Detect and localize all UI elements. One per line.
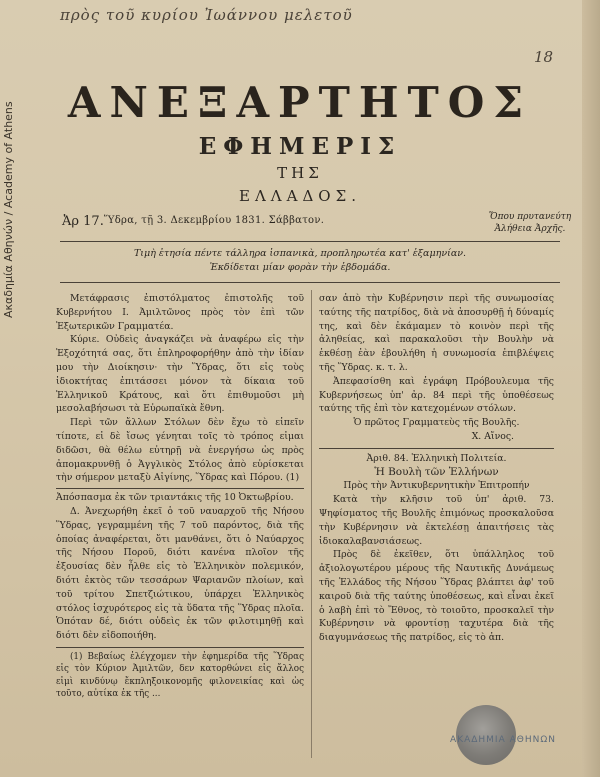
paragraph: Περὶ τῶν ἄλλων Στόλων δὲν ἔχω τὸ εἰπεῖν τίποτε, εἰ δὲ ἴσως γένηται τοῖς τὸ τρόπος εἰμαι διδῶσι, θὰ θέλω εὐτηρῇ νὰ ἐνεργήσω ὡς πρὸς ἀπομακρυνθῇ ὁ Ἀγγλικὸς Στόλος ἀπὸ εὑρίσκεται τὴν σήμερον μεταξὺ Αἰγίνης, Ὕδρας καὶ Πόρου. (1) [56,417,304,484]
right-column [319,292,554,645]
document-heading: Ἡ Βουλὴ τῶν Ἑλλήνων [374,465,499,478]
price-line-1: Τιμὴ ἐτησία πέντε τάλληρα ἰσπανικὰ, προπληρωτέα κατ' ἑξαμηνίαν. [133,248,467,259]
masthead-article: ΤΗΣ [277,164,323,182]
header-rule-bottom [60,282,560,283]
page-edge [582,0,600,777]
paragraph: Δ. Ἀνεχωρήθη ἐκεῖ ὁ τοῦ ναυαρχοῦ τῆς Νήσου Ὕδρας, γεγραμμένη τῆς 7 τοῦ παρόντος, διὰ τῆς ὁποίας ἀναφέρεται, ὅτι μανθάνει, ὅτι ὁ Ναύαρχος τῆς Νήσου Ποροῦ, διότι κανένα πλοῖον τῆς ἐξουσίας δὲν ἦλθε εἰς τὸ Ἑλληνικὸν πολεμικόν, διότι ἐκτὸς τῶν τεσσάρων Ψαριανῶν πλοίων, καὶ τοῦ τρίτου Σπετζιώτικου, ὑπάρχει Ἑλληνικὸς στόλος ἰσχυρότερος εἰς τὰ ὕδατα τῆς Ὕδρας πλοῖα. Ὁπόταν δέ, διότι οὐδεὶς ἐκ τῶν φιλοτιμηθῇ καὶ διότι δὲν εἰδοποιήθη. [56,505,304,642]
section-heading: Ἀπόσπασμα ἐκ τῶν τριαντάκις τῆς 10 Ὀκτωβρίου. [56,492,294,504]
signature-name: Χ. Αἴνος. [471,430,514,442]
price-line-2: Ἐκδίδεται μίαν φορὰν τὴν ἑβδομάδα. [209,262,391,273]
issue-number: Ἀρ 17. [62,214,104,229]
handwritten-number: 18 [534,48,554,66]
issue-motto: Ὅπου πρυτανεύτη Ἀλήθεια Ἀρχῆς. [488,212,572,234]
section-rule [319,448,554,449]
signature-title: Ὁ πρῶτος Γραμματεὺς τῆς Βουλῆς. [353,417,520,429]
section-rule [56,488,304,489]
paragraph: Κύριε. Οὐδεὶς ἀναγκάζει νὰ ἀναφέρω εἰς τὴν Ἐξοχότητά σας, ὅτι ἐπληροφορήθην ἀπὸ τὴν ἰδίαν μου τὴν Διοίκησιν· τὴν Ὕδρας, ὅτι εἰς τοὺς ἰδιοκτήτας ἐπιτάσσει μόνον τὰ δίκαια τοῦ Ἑλληνικοῦ Κράτους, καὶ ὅτι ἐπιθυμοῦσι μὴ μεσολαβήσωσι τὰ Εὐρωπαϊκὰ ἔθνη. [56,334,304,415]
header-rule [60,241,560,242]
document-heading: Πρὸς τὴν Ἀντικυβερνητικὴν Ἐπιτροπήν [343,480,530,492]
paragraph: Ἀπεφασίσθη καὶ ἐγράφη Πρόβουλευμα τῆς Κυβερνήσεως ὑπ' ἀρ. 84 περὶ τῆς ὑποθέσεως ταύτης τῆς ἐπὶ τὸν κατεχομένων στόλων. [319,375,554,415]
handwritten-note: πρὸς τοῦ κυρίου Ἰωάννου μελετοῦ [60,6,353,24]
masthead-country: ΕΛΛΑΔΟΣ. [239,187,361,205]
left-column [56,292,304,701]
library-stamp-text: ΑΚΑΔΗΜΙΑ ΑΘΗΝΩΝ [450,735,556,745]
masthead-title: ΑΝΕΞΑΡΤΗΤΟΣ [67,78,533,127]
paragraph: σαν ἀπὸ τὴν Κυβέρνησιν περὶ τῆς συνωμοσίας ταύτης τῆς πατρίδος, διὰ νὰ ἀποσυρθῇ ἡ δύναμίς της, καὶ δὲν ἐκάμαμεν τὸ κοινὸν περὶ τῆς ἀληθείας, καὶ παρακαλοῦσι τὴν Βουλὴν νὰ ἐκθέσῃ ἐὰν ἐβουλήθη ἡ συνωμοσία ἐπιβλέψεις τῆς Ὕδρας. κ. τ. λ. [319,293,554,373]
document-heading: Ἀριθ. 84. Ἑλληνικὴ Πολιτεία. [366,452,507,464]
paragraph: Μετάφρασις ἐπιστόλματος ἐπιστολῆς τοῦ Κυβερνήτου Ι. Ἀμιλτῶνος πρὸς τὸν ἐπὶ τῶν Ἐξωτερικῶν Γραμματέα. [56,293,304,332]
issue-date: Ὕδρα, τῇ 3. Δεκεμβρίου 1831. Σάββατον. [104,215,325,226]
paragraph: Πρὸς δὲ ἐκεῖθεν, ὅτι ὑπάλληλος τοῦ ἀξιολογωτέρου μέρους τῆς Ναυτικῆς Δυνάμεως τῆς Ἑλλάδος τῆς Νήσου Ὕδρας βλάπτει ἀφ' τοῦ καιροῦ διὰ τῆς ταύτης ὑποθέσεως, καὶ εἶναι ἐκεῖ ὁ λαβὴ ἐπὶ τὸ Ἔθνος, τὸ τοιοῦτο, προσκαλεῖ τὴν Κυβέρνησιν νὰ φροντίσῃ ταχυτέρα διὰ τῆς διαγυμνάσεως τῆς πατρίδος, εἰς τὸ ἀπ. [319,549,554,644]
side-label: Ακαδημία Αθηνών / Academy of Athens [2,101,15,319]
column-divider [311,290,312,758]
masthead-subtitle: ΕΦΗΜΕΡΙΣ [198,133,402,160]
footnote: (1) Βεβαίως ἐλέγχομεν τὴν ἐφημερίδα τῆς Ὕδρας εἰς τὸν Κύριον Ἀμιλτῶν, δεν κατορθώνει εἰς ἄλλος εἰμὶ κινδύνῳ ἔκπληξοικονομῆς φιλονεικίας καὶ ὡς τοῦτο, αὐτίκα ἐκ τῆς ... [56,651,304,700]
footnote-rule [56,647,304,648]
paragraph: Κατὰ τὴν κλῆσιν τοῦ ὑπ' ἀριθ. 73. Ψηφίσματος τῆς Βουλῆς ἐπιμόνως προσκαλοῦσα τὴν Κυβέρνησιν νὰ ἐκτελέσῃ ἀπαιτήσεις τὰς ἰδιοκαλαβανσιάσεως. [319,494,554,547]
